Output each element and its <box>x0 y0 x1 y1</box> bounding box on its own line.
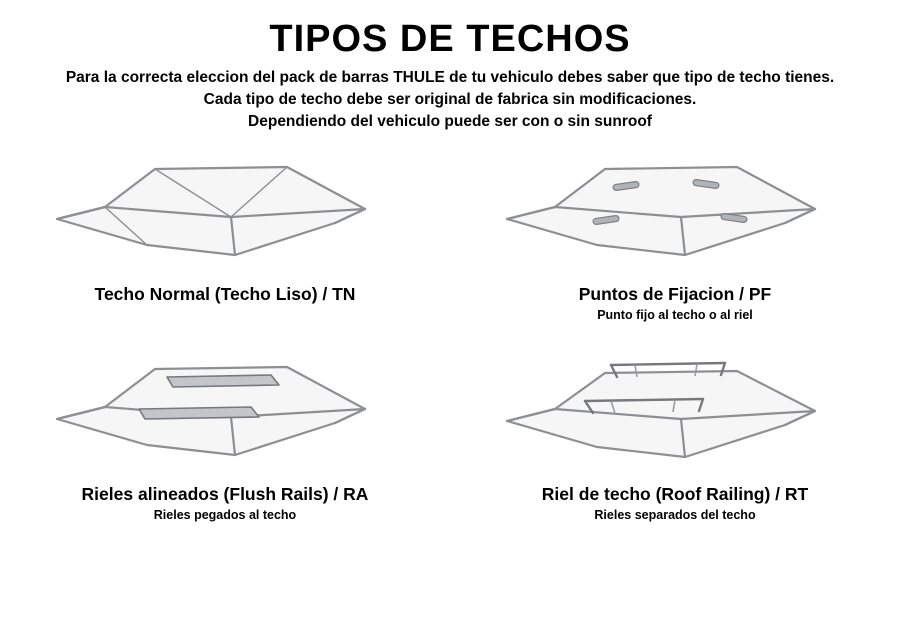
subtitle-line-2: Cada tipo de techo debe ser original de fabrica sin modificaciones. <box>203 91 697 108</box>
roof-type-sublabel: Rieles pegados al techo <box>153 508 297 522</box>
car-roof-railing-icon <box>485 347 865 482</box>
roof-type-label: Rieles alineados (Flush Rails) / RA <box>81 484 369 504</box>
roof-type-riel-de-techo <box>450 347 900 547</box>
subtitle-line-1: Para la correcta eleccion del pack de barras THULE de tu vehiculo debes saber que tipo de techo tienes. <box>65 69 835 86</box>
roof-type-rieles-alineados <box>0 347 450 547</box>
roof-type-puntos-de-fijacion <box>450 147 900 347</box>
car-roof-fixpoint-icon <box>485 147 865 282</box>
roof-type-label: Riel de techo (Roof Railing) / RT <box>541 484 809 504</box>
roof-type-techo-normal <box>0 147 450 347</box>
roof-type-label: Puntos de Fijacion / PF <box>578 284 772 304</box>
subtitle-line-3: Dependiendo del vehiculo puede ser con o sin sunroof <box>248 113 652 130</box>
roof-type-label: Techo Normal (Techo Liso) / TN <box>94 284 356 304</box>
roof-type-sublabel: Punto fijo al techo o al riel <box>597 308 753 322</box>
roof-type-sublabel: Rieles separados del techo <box>594 508 756 522</box>
car-roof-flushrail-icon <box>35 347 415 482</box>
car-roof-plain-icon <box>35 147 415 282</box>
diagram-page <box>0 18 900 618</box>
page-title: TIPOS DE TECHOS <box>269 18 631 60</box>
roof-types-grid <box>0 147 900 547</box>
page-subtitle <box>20 67 880 133</box>
